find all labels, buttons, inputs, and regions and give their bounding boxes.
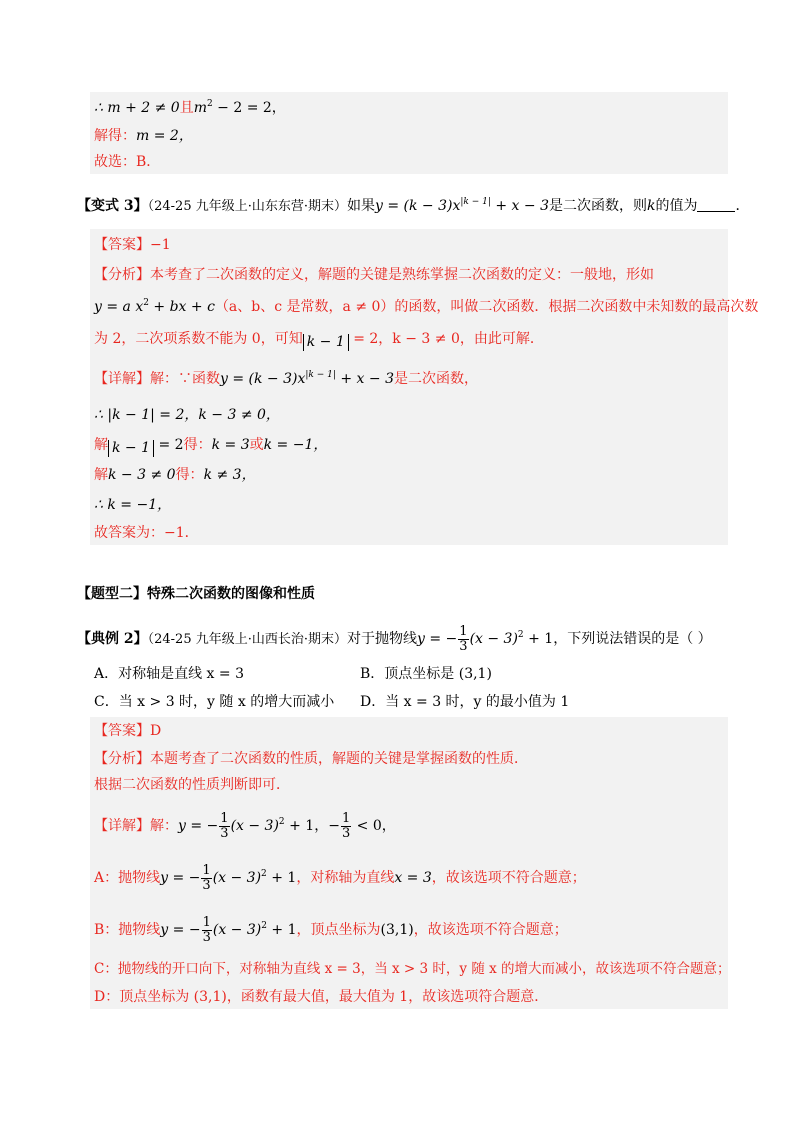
detail-text: 函数 [192,371,220,387]
math-expression: y = − [160,922,201,938]
math-expression: + 1，− [284,818,340,834]
detail-label: 【详解】 [94,818,150,834]
exponent: |k − 1| [460,197,491,207]
answer-line [94,721,161,741]
option-c[interactable]: C．当 x > 3 时，y 随 x 的增大而减小 [94,694,335,710]
analysis-line-2: 根据二次函数的性质判断即可． [94,777,290,793]
analysis-line-2 [94,297,758,317]
absolute-value: k − 1 [303,334,349,351]
detail-text: 得： [175,467,204,483]
fraction-numerator: 1 [459,623,468,639]
solve-label: 解得： [94,128,136,144]
detail-text: ，故该选项不符合题意； [431,870,586,886]
question-text: 如果 [347,198,375,214]
answer-value: −1 [150,237,171,253]
math-expression: x = 3 [394,870,432,886]
detail-text: ，对称轴为直线 [296,870,395,886]
answer-label: 【答案】 [94,237,150,253]
analysis-text: （a、b、c 是常数，a ≠ 0） [214,299,395,315]
math-expression: y = (k − 3)x [375,198,461,214]
variant-tag: 【变式 3】 [77,198,148,214]
exponent: 2 [517,630,524,640]
math-expression: (3,1) [380,922,414,938]
math-variable: k [646,198,656,214]
math-expression: + bx + c [148,299,215,315]
detail-line-a [94,861,586,895]
fraction-numerator: 1 [220,810,229,826]
answer-line [94,235,171,255]
math-expression: (x − 3) [230,818,279,834]
math-expression: + x − 3 [490,198,549,214]
analysis-text: 本题考查了二次函数的性质，解题的关键是掌握函数的性质． [150,751,528,767]
answer-value: D [150,723,162,739]
conjunction-text: 且 [179,100,194,116]
detail-text: 解：∵ [150,371,192,387]
answer-block-variant-3 [90,229,759,545]
analysis-text: = 2，k − 3 ≠ 0，由此可解． [348,331,544,347]
math-expression: + 1 [266,870,297,886]
solution-line-1 [94,98,286,118]
math-expression: k = 3 [211,437,250,453]
math-expression: y = a x [94,299,144,315]
detail-line-1 [94,369,478,389]
answer-label: 【答案】 [94,723,150,739]
math-expression: = 2 [154,437,184,453]
analysis-text: 的函数，叫做二次函数．根据二次函数中未知数的最高次数 [394,299,759,315]
exponent: 2 [278,817,285,827]
analysis-line-3 [94,329,544,351]
exponent: |k − 1| [305,370,336,380]
variant-3-question [77,196,749,217]
detail-text: ，故该选项不符合题意； [413,922,568,938]
detail-line-3 [94,435,327,457]
detail-text: 或 [249,437,264,453]
fraction-denominator: 3 [220,825,229,841]
question-text: 是二次函数，则 [548,198,647,214]
exponent: 2 [207,99,213,109]
math-expression: k − 3 ≠ 0 [108,467,176,483]
detail-line-6: 故答案为：−1． [94,525,199,541]
question-source: （24-25 九年级上·山东东营·期末） [147,199,347,214]
analysis-label: 【分析】 [94,751,150,767]
detail-line-b [94,913,568,947]
math-expression: y = (k − 3)x [220,371,306,387]
math-expression: m = 2， [136,128,193,144]
question-text: 的值为 [655,198,698,214]
exponent: 2 [143,298,149,308]
fraction [341,812,351,841]
detail-line-d: D：顶点坐标为 (3,1)，函数有最大值，最大值为 1，故该选项符合题意． [94,989,549,1005]
answer-blank [697,197,735,212]
detail-text: B：抛物线 [94,922,161,938]
math-expression: + 1 [523,631,554,647]
math-expression: + 1 [266,922,297,938]
solution-block-top [90,92,728,174]
math-expression: (x − 3) [212,870,262,886]
fraction-numerator: 1 [202,862,211,878]
question-text: ． [735,198,750,214]
example-2-question [77,622,712,657]
analysis-text: 本考查了二次函数的定义，解题的关键是熟练掌握二次函数的定义：一般地，形如 [150,267,654,283]
detail-text: 解： [150,818,178,834]
detail-label: 【详解】 [94,371,150,387]
question-text: 对于抛物线 [347,631,417,647]
detail-text: ，顶点坐标为 [296,922,381,938]
fraction-numerator: 1 [341,810,351,826]
math-expression: ∴ m + 2 ≠ 0 [94,100,180,116]
math-expression: < 0， [352,818,396,834]
fraction [219,812,229,841]
analysis-line-1 [94,265,654,285]
fraction [202,916,212,945]
math-expression: y = − [178,818,219,834]
detail-line-4 [94,465,256,485]
detail-line-c: C：抛物线的开口向下，对称轴为直线 x = 3，当 x > 3 时，y 随 x 的增大而减小，故该选项不符合题意； [94,961,731,977]
math-expression: k = −1， [263,437,328,453]
fraction [458,625,468,654]
option-a[interactable]: A．对称轴是直线 x = 3 [94,666,244,682]
answer-block-example-2 [90,717,731,1009]
detail-text: 是二次函数， [393,371,478,387]
fraction [201,864,211,893]
detail-text: A：抛物线 [94,870,161,886]
fraction-numerator: 1 [202,914,211,930]
option-d[interactable]: D．当 x = 3 时，y 的最小值为 1 [360,694,570,710]
math-expression: m [193,100,207,116]
section-heading-type-2: 【题型二】特殊二次函数的图像和性质 [77,586,315,602]
solution-line-3: 故选：B． [94,154,161,170]
math-expression: + x − 3 [335,371,394,387]
detail-text: 解 [94,437,108,453]
math-expression: (x − 3) [212,922,262,938]
detail-line-5: ∴ k = −1， [94,497,172,513]
math-expression: y = − [417,631,458,647]
absolute-value: k − 1 [108,440,154,457]
question-source: （24-25 九年级上·山西长治·期末） [147,632,347,647]
option-b[interactable]: B．顶点坐标是 (3,1) [360,666,492,682]
analysis-line-1 [94,749,528,769]
detail-text: 解 [94,467,108,483]
detail-line-1 [94,809,396,843]
math-expression: k ≠ 3， [203,467,256,483]
exponent: 2 [261,869,267,879]
analysis-text: 为 2，二次项系数不能为 0，可知 [94,331,303,347]
math-expression: (x − 3) [469,631,518,647]
math-expression: − 2 = 2， [212,100,286,116]
fraction-denominator: 3 [341,825,351,841]
math-expression: y = − [160,870,201,886]
fraction-denominator: 3 [459,638,468,654]
fraction-denominator: 3 [202,929,211,945]
analysis-label: 【分析】 [94,267,150,283]
example-tag: 【典例 2】 [77,631,148,647]
question-text: ，下列说法错误的是（ ） [553,631,712,647]
solution-line-2 [94,126,193,146]
detail-line-2: ∴ |k − 1| = 2，k − 3 ≠ 0， [94,407,280,423]
detail-text: 得： [183,437,212,453]
exponent: 2 [261,921,267,931]
fraction-denominator: 3 [202,877,211,893]
